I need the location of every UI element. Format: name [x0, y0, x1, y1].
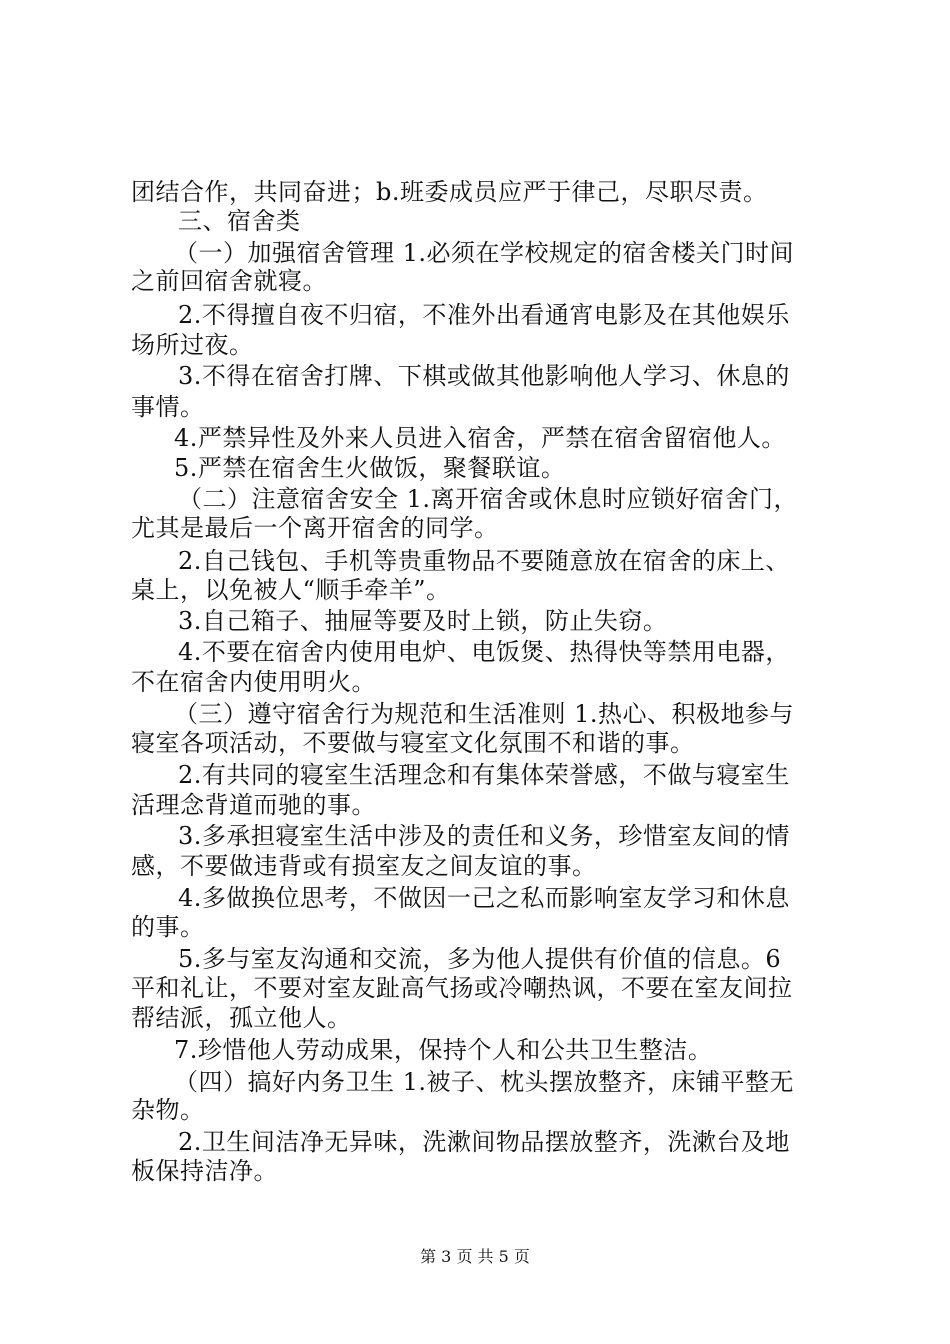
- text-line: 板保持洁净。: [131, 1157, 278, 1185]
- text-line: 4.严禁异性及外来人员进入宿舍，严禁在宿舍留宿他人。: [174, 424, 786, 452]
- text-line: 不在宿舍内使用明火。: [131, 668, 376, 696]
- text-line: 之前回宿舍就寝。: [131, 267, 327, 295]
- text-line: 场所过夜。: [131, 331, 254, 359]
- text-line: 桌上，以免被人“顺手牵羊”。: [131, 576, 451, 604]
- text-line: 感，不要做违背或有损室友之间友谊的事。: [131, 852, 597, 880]
- text-line: 3.不得在宿舍打牌、下棋或做其他影响他人学习、休息的: [178, 362, 790, 390]
- text-line: 2.不得擅自夜不归宿，不准外出看通宵电影及在其他娱乐: [178, 301, 790, 329]
- text-line: 杂物。: [131, 1096, 205, 1124]
- page-footer: 第 3 页 共 5 页: [420, 1247, 530, 1266]
- subsection-heading: （四）搞好内务卫生 1.被子、枕头摆放整齐，床铺平整无: [174, 1068, 795, 1096]
- text-line: 帮结派，孤立他人。: [131, 1004, 352, 1032]
- text-line: 活理念背道而驰的事。: [131, 791, 376, 819]
- text-line: 事情。: [131, 393, 205, 421]
- text-line: 团结合作，共同奋进；b.班委成员应严于律己，尽职尽责。: [131, 178, 768, 206]
- text-line: 2.卫生间洁净无异味，洗漱间物品摆放整齐，洗漱台及地: [178, 1128, 790, 1156]
- text-line: 寝室各项活动，不要做与寝室文化氛围不和谐的事。: [131, 729, 695, 757]
- text-line: 5.多与室友沟通和交流，多为他人提供有价值的信息。6: [178, 945, 782, 973]
- text-line: 2.自己钱包、手机等贵重物品不要随意放在宿舍的床上、: [178, 547, 790, 575]
- subsection-heading: （三）遵守宿舍行为规范和生活准则 1.热心、积极地参与: [174, 700, 795, 728]
- text-line: 3.自己箱子、抽屉等要及时上锁，防止失窃。: [178, 607, 668, 635]
- text-line: 2.有共同的寝室生活理念和有集体荣誉感，不做与寝室生: [178, 761, 790, 789]
- text-line: 平和礼让，不要对室友趾高气扬或冷嘲热讽，不要在室友间拉: [131, 974, 793, 1002]
- subsection-heading: （一）加强宿舍管理 1.必须在学校规定的宿舍楼关门时间: [174, 239, 795, 267]
- subsection-heading: （二）注意宿舍安全 1.离开宿舍或休息时应锁好宿舍门，: [178, 485, 799, 513]
- text-line: 4.多做换位思考，不做因一己之私而影响室友学习和休息: [178, 884, 790, 912]
- text-line: 4.不要在宿舍内使用电炉、电饭煲、热得快等禁用电器，: [178, 638, 790, 666]
- text-line: 的事。: [131, 913, 205, 941]
- text-line: 3.多承担寝室生活中涉及的责任和义务，珍惜室友间的情: [178, 822, 790, 850]
- text-line: 7.珍惜他人劳动成果，保持个人和公共卫生整洁。: [174, 1036, 713, 1064]
- section-heading: 三、宿舍类: [178, 207, 301, 235]
- text-line: 5.严禁在宿舍生火做饭，聚餐联谊。: [174, 454, 566, 482]
- text-line: 尤其是最后一个离开宿舍的同学。: [131, 514, 499, 542]
